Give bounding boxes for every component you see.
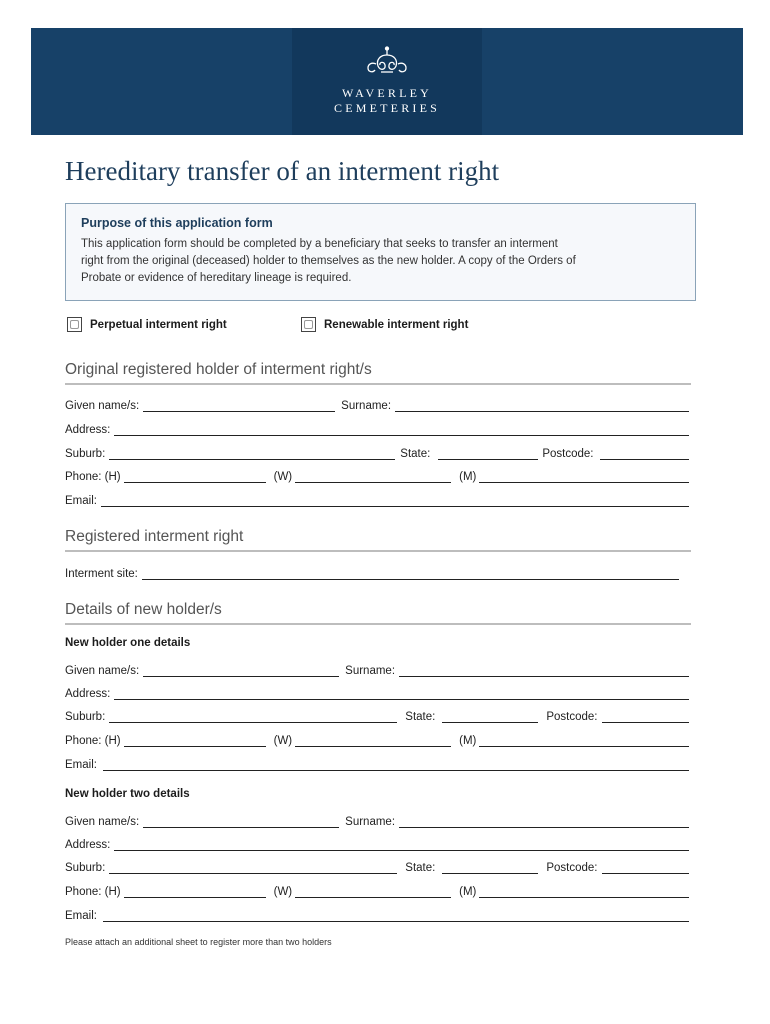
surname-label: Surname: <box>341 400 392 412</box>
logo-text-cemeteries: CEMETERIES <box>334 101 440 115</box>
address-label: Address: <box>65 424 111 436</box>
phone-work-label: (W) <box>273 735 293 747</box>
phone-home-label: Phone: (H) <box>65 886 121 898</box>
phone-home-field[interactable] <box>124 472 266 483</box>
section-registered-right: Registered interment right <box>65 528 691 552</box>
email-field[interactable] <box>103 760 689 771</box>
purpose-line: Probate or evidence of hereditary lineage is required. <box>81 272 352 284</box>
suburb-label: Suburb: <box>65 448 106 460</box>
email-label: Email: <box>65 759 97 771</box>
suburb-field[interactable] <box>109 449 395 460</box>
state-label: State: <box>400 448 431 460</box>
phone-mobile-field[interactable] <box>479 736 689 747</box>
purpose-text <box>81 236 656 287</box>
purpose-line: right from the original (deceased) holder to themselves as the new holder. A copy of the Orders of <box>81 255 576 267</box>
state-field[interactable] <box>442 712 538 723</box>
postcode-field[interactable] <box>602 863 690 874</box>
given-label: Given name/s: <box>65 400 140 412</box>
holder-two-email-row <box>65 908 689 922</box>
holder-two-suburb-row <box>65 860 689 874</box>
email-field[interactable] <box>103 911 689 922</box>
holder-one-email-row <box>65 757 689 771</box>
section-original-holder: Original registered holder of interment right/s <box>65 361 691 385</box>
phone-home-label: Phone: (H) <box>65 471 121 483</box>
purpose-box <box>65 203 696 301</box>
footnote: Please attach an additional sheet to register more than two holders <box>65 937 332 947</box>
given-label: Given name/s: <box>65 816 140 828</box>
phone-mobile-label: (M) <box>459 735 477 747</box>
logo <box>292 28 482 135</box>
interment-site-field[interactable] <box>142 569 679 580</box>
email-label: Email: <box>65 495 97 507</box>
renewable-checkbox[interactable] <box>301 317 316 332</box>
surname-field[interactable] <box>395 401 689 412</box>
phone-mobile-field[interactable] <box>479 887 689 898</box>
section-new-holders: Details of new holder/s <box>65 601 691 625</box>
holder-one-phone-row <box>65 733 689 747</box>
given-name-field[interactable] <box>143 817 339 828</box>
address-field[interactable] <box>114 425 689 436</box>
postcode-label: Postcode: <box>546 862 598 874</box>
address-field[interactable] <box>114 689 689 700</box>
postcode-field[interactable] <box>600 449 690 460</box>
holder-two-heading: New holder two details <box>65 788 190 800</box>
address-label: Address: <box>65 688 111 700</box>
address-field[interactable] <box>114 840 689 851</box>
surname-field[interactable] <box>399 666 689 677</box>
state-label: State: <box>405 862 436 874</box>
suburb-label: Suburb: <box>65 862 106 874</box>
original-name-row <box>65 398 689 412</box>
suburb-label: Suburb: <box>65 711 106 723</box>
logo-text-waverley: WAVERLEY <box>341 86 433 100</box>
surname-label: Surname: <box>345 665 396 677</box>
renewable-option[interactable] <box>301 317 468 332</box>
postcode-field[interactable] <box>602 712 690 723</box>
phone-home-field[interactable] <box>124 887 266 898</box>
postcode-label: Postcode: <box>546 711 598 723</box>
phone-work-field[interactable] <box>295 887 451 898</box>
suburb-field[interactable] <box>109 712 397 723</box>
purpose-heading: Purpose of this application form <box>81 216 273 230</box>
surname-label: Surname: <box>345 816 396 828</box>
interment-site-row <box>65 566 679 580</box>
given-label: Given name/s: <box>65 665 140 677</box>
original-suburb-row <box>65 446 689 460</box>
holder-two-name-row <box>65 814 689 828</box>
phone-home-label: Phone: (H) <box>65 735 121 747</box>
given-name-field[interactable] <box>143 666 339 677</box>
phone-mobile-label: (M) <box>459 886 477 898</box>
renewable-label: Renewable interment right <box>324 318 469 331</box>
perpetual-option[interactable] <box>67 317 227 332</box>
holder-two-address-row <box>65 837 689 851</box>
phone-work-field[interactable] <box>295 472 451 483</box>
original-address-row <box>65 422 689 436</box>
interment-site-label: Interment site: <box>65 568 138 580</box>
phone-mobile-label: (M) <box>459 471 477 483</box>
original-email-row <box>65 493 689 507</box>
purpose-line: This application form should be completed by a beneficiary that seeks to transfer an interment <box>81 238 558 250</box>
phone-work-label: (W) <box>273 886 293 898</box>
perpetual-checkbox[interactable] <box>67 317 82 332</box>
phone-mobile-field[interactable] <box>479 472 689 483</box>
state-field[interactable] <box>442 863 538 874</box>
state-label: State: <box>405 711 436 723</box>
holder-one-name-row <box>65 663 689 677</box>
holder-one-suburb-row <box>65 709 689 723</box>
state-field[interactable] <box>438 449 538 460</box>
phone-work-label: (W) <box>273 471 293 483</box>
email-label: Email: <box>65 910 97 922</box>
holder-two-phone-row <box>65 884 689 898</box>
suburb-field[interactable] <box>109 863 397 874</box>
page-title: Hereditary transfer of an interment right <box>65 156 500 186</box>
given-name-field[interactable] <box>143 401 335 412</box>
perpetual-label: Perpetual interment right <box>90 318 227 331</box>
phone-work-field[interactable] <box>295 736 451 747</box>
email-field[interactable] <box>101 496 689 507</box>
address-label: Address: <box>65 839 111 851</box>
postcode-label: Postcode: <box>542 448 594 460</box>
ornament-icon <box>292 46 482 76</box>
phone-home-field[interactable] <box>124 736 266 747</box>
holder-one-address-row <box>65 686 689 700</box>
original-phone-row <box>65 469 689 483</box>
surname-field[interactable] <box>399 817 689 828</box>
holder-one-heading: New holder one details <box>65 637 191 649</box>
